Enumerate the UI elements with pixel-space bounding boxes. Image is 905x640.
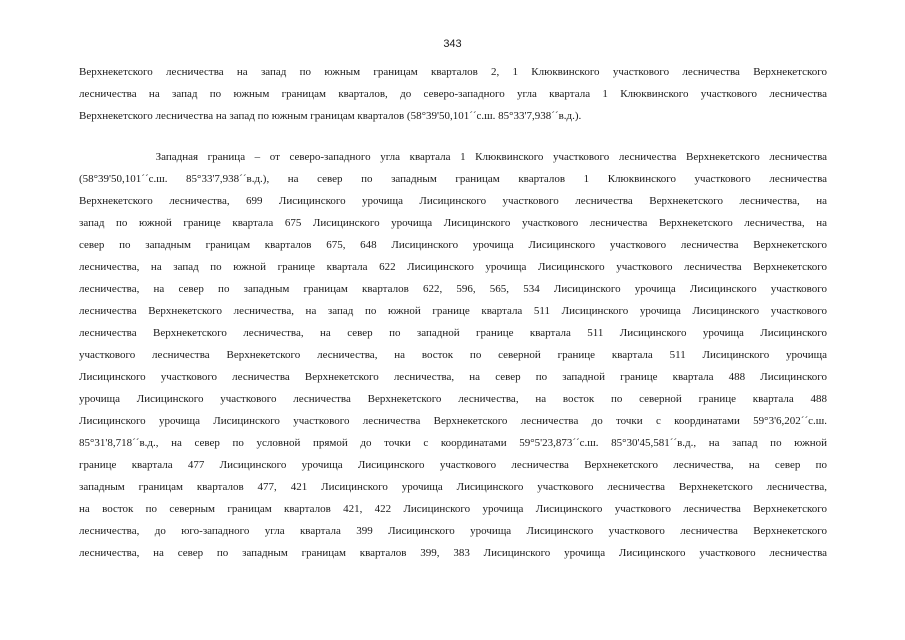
text-line: участкового лесничества Верхнекетского лесничества, на восток по северной границе квартала 511 Лисицинского урочища [79,349,827,361]
page-number: 343 [443,38,462,50]
text-line: Западная граница – от северо-западного угла квартала 1 Клюквинского участкового лесничества Верхнекетского лесничества [79,151,827,163]
text-line: Верхнекетского лесничества на запад по южным границам кварталов 2, 1 Клюквинского участкового лесничества Верхнекетского [79,66,827,78]
text-line: западным границам кварталов 477, 421 Лисицинского урочища Лисицинского участкового лесничества Верхнекетского лесничества, [79,481,827,493]
text-line: лесничества, на север по западным границам кварталов 399, 383 Лисицинского урочища Лисицинского участкового лесничества [79,547,827,559]
text-line: на восток по северным границам кварталов 421, 422 Лисицинского урочища Лисицинского участкового лесничества Верхнекетского [79,503,827,515]
paragraph-western-boundary [79,146,827,564]
text-line: лесничества Верхнекетского лесничества, на запад по южной границе квартала 511 Лисицинского урочища Лисицинского участкового [79,305,827,317]
text-line: лесничества, на запад по южной границе квартала 622 Лисицинского урочища Лисицинского участкового лесничества Верхнекетского [79,261,827,273]
text-line: север по западным границам кварталов 675, 648 Лисицинского урочища Лисицинского участкового лесничества Верхнекетского [79,239,827,251]
text-line: урочища Лисицинского участкового лесничества Верхнекетского лесничества, на восток по северной границе квартала 488 [79,393,827,405]
text-line: Верхнекетского лесничества на запад по южным границам кварталов (58°39'50,101´´с.ш. 85°33'7,938´´в.д.). [79,110,582,122]
text-line: запад по южной границе квартала 675 Лисицинского урочища Лисицинского участкового лесничества Верхнекетского лесничества, на [79,217,827,229]
text-line: лесничества, до юго-западного угла квартала 399 Лисицинского урочища Лисицинского участкового лесничества Верхнекетского [79,525,827,537]
text-line: лесничества Верхнекетского лесничества, на север по западной границе квартала 511 Лисицинского урочища Лисицинского [79,327,827,339]
text-line: 85°31'8,718´´в.д., на север по условной прямой до точки с координатами 59°5'23,873´´с.ш. 85°30'45,581´´в.д., на запад по южной [79,437,827,449]
text-line: лесничества, на север по западным границам кварталов 622, 596, 565, 534 Лисицинского урочища Лисицинского участкового [79,283,827,295]
text-line: (58°39'50,101´´с.ш. 85°33'7,938´´в.д.), на север по западным границам кварталов 1 Клюквинского участкового лесничества [79,173,827,185]
text-line: лесничества на запад по южным границам кварталов, до северо-западного угла квартала 1 Клюквинского участкового лесничества [79,88,827,100]
text-line: Верхнекетского лесничества, 699 Лисицинского урочища Лисицинского участкового лесничества Верхнекетского лесничества, на [79,195,827,207]
paragraph-continuation [79,61,827,127]
text-line: границе квартала 477 Лисицинского урочища Лисицинского участкового лесничества Верхнекетского лесничества, на север по [79,459,827,471]
text-line: Лисицинского участкового лесничества Верхнекетского лесничества, на север по западной границе квартала 488 Лисицинского [79,371,827,383]
text-line: Лисицинского урочища Лисицинского участкового лесничества Верхнекетского лесничества до точки с координатами 59°3'6,202´´с.ш. [79,415,827,427]
